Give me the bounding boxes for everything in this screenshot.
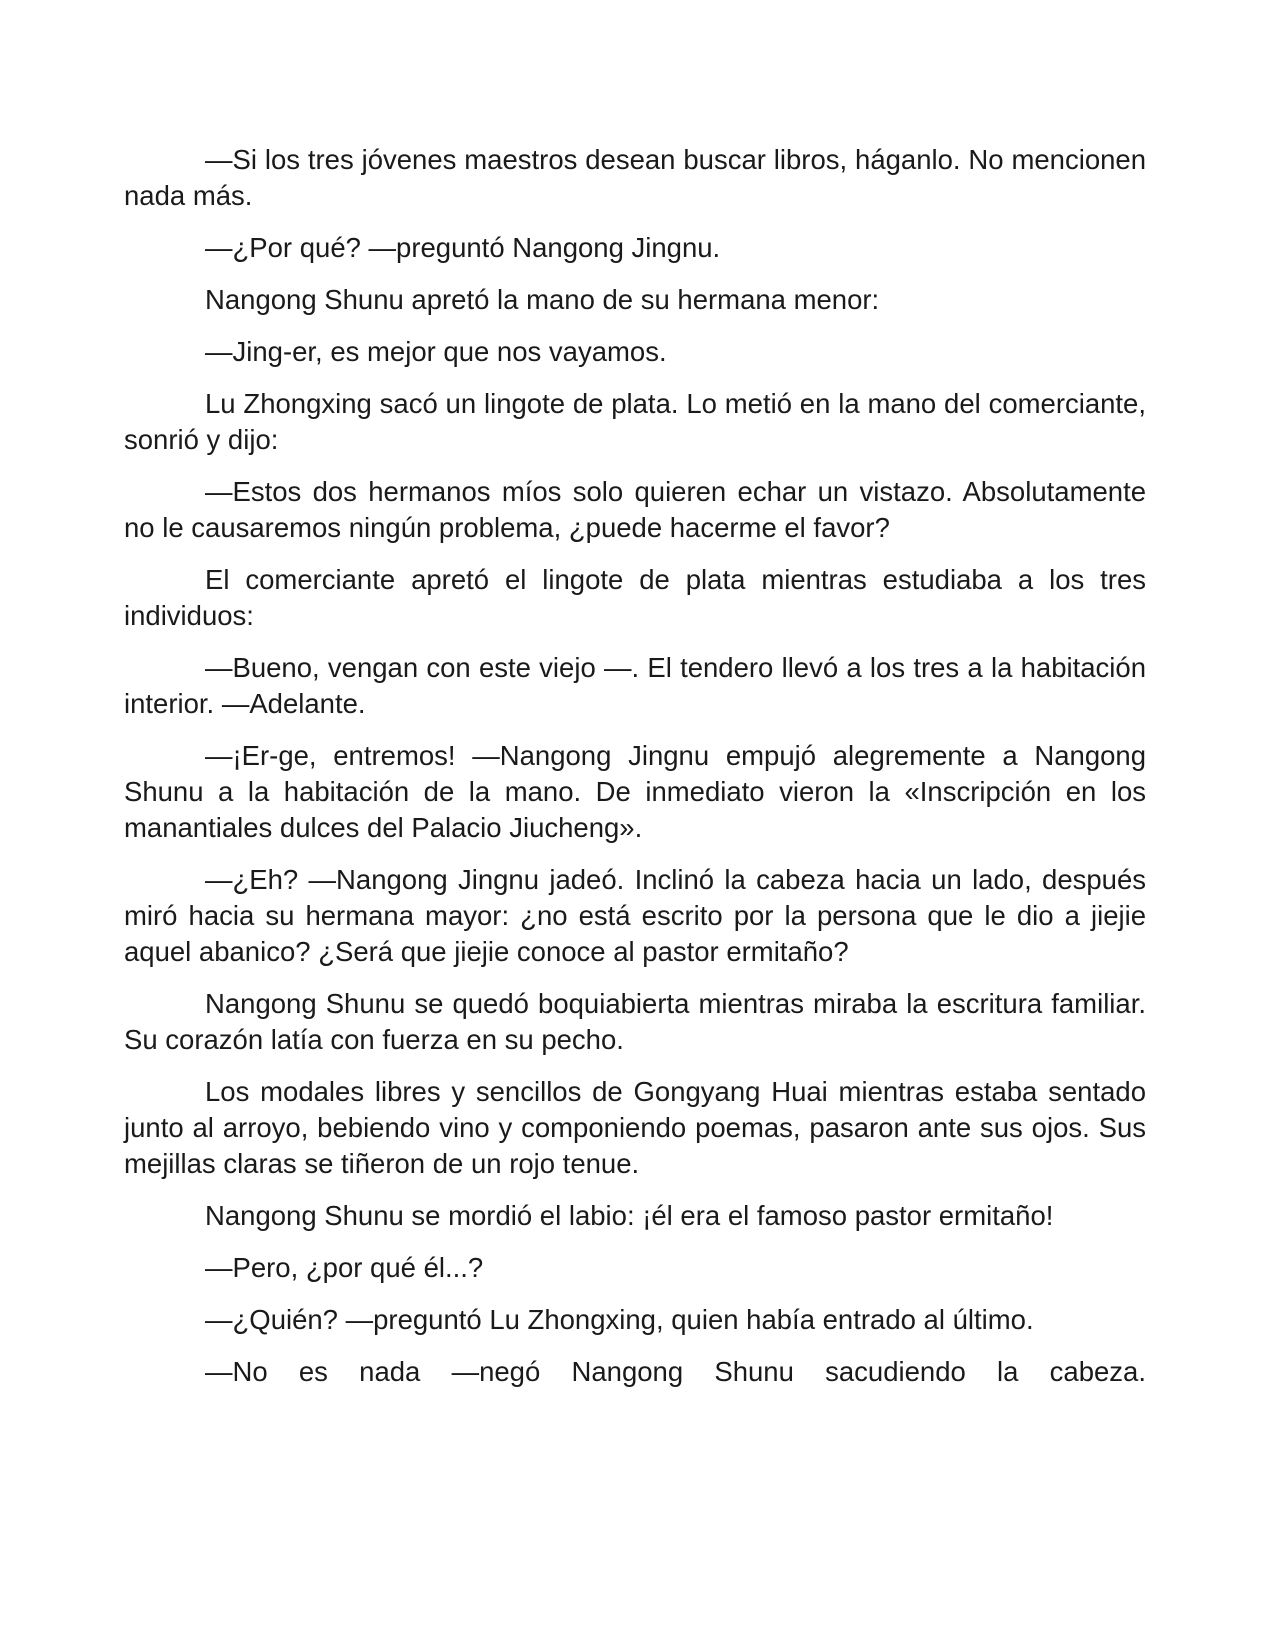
paragraph: Nangong Shunu se mordió el labio: ¡él era el famoso pastor ermitaño! — [205, 1200, 1054, 1231]
paragraph: —¿Por qué? —preguntó Nangong Jingnu. — [205, 232, 721, 263]
paragraph: —¿Quién? —preguntó Lu Zhongxing, quien había entrado al último. — [205, 1304, 1034, 1335]
paragraph: Nangong Shunu se quedó boquiabierta mientras miraba la escritura familiar. Su corazón latía con fuerza en su pecho. — [124, 988, 1146, 1055]
paragraph: —¿Eh? —Nangong Jingnu jadeó. Inclinó la cabeza hacia un lado, después miró hacia su hermana mayor: ¿no está escrito por la persona que le dio a jiejie aquel abanico? ¿Será que jiejie conoce al pastor ermitaño? — [124, 864, 1146, 967]
paragraph: —Bueno, vengan con este viejo —. El tendero llevó a los tres a la habitación interior. —Adelante. — [124, 652, 1146, 719]
paragraph: —¡Er-ge, entremos! —Nangong Jingnu empujó alegremente a Nangong Shunu a la habitación de la mano. De inmediato vieron la «Inscripción en los manantiales dulces del Palacio Jiucheng». — [124, 740, 1146, 843]
paragraph: —No es nada —negó Nangong Shunu sacudiendo la cabeza. — [205, 1356, 1146, 1387]
paragraph: Nangong Shunu apretó la mano de su hermana menor: — [205, 284, 880, 315]
paragraph: Los modales libres y sencillos de Gongyang Huai mientras estaba sentado junto al arroyo, bebiendo vino y componiendo poemas, pasaron ante sus ojos. Sus mejillas claras se tiñeron de un rojo tenue. — [124, 1076, 1146, 1179]
paragraph: —Si los tres jóvenes maestros desean buscar libros, háganlo. No mencionen nada más. — [124, 144, 1146, 211]
paragraph: Lu Zhongxing sacó un lingote de plata. Lo metió en la mano del comerciante, sonrió y dijo: — [124, 388, 1146, 455]
paragraph: El comerciante apretó el lingote de plata mientras estudiaba a los tres individuos: — [124, 564, 1146, 631]
paragraph: —Pero, ¿por qué él...? — [205, 1252, 484, 1283]
paragraph: —Estos dos hermanos míos solo quieren echar un vistazo. Absolutamente no le causaremos ningún problema, ¿puede hacerme el favor? — [124, 476, 1146, 543]
document-page — [124, 142, 1146, 1390]
paragraph: —Jing-er, es mejor que nos vayamos. — [205, 336, 667, 367]
